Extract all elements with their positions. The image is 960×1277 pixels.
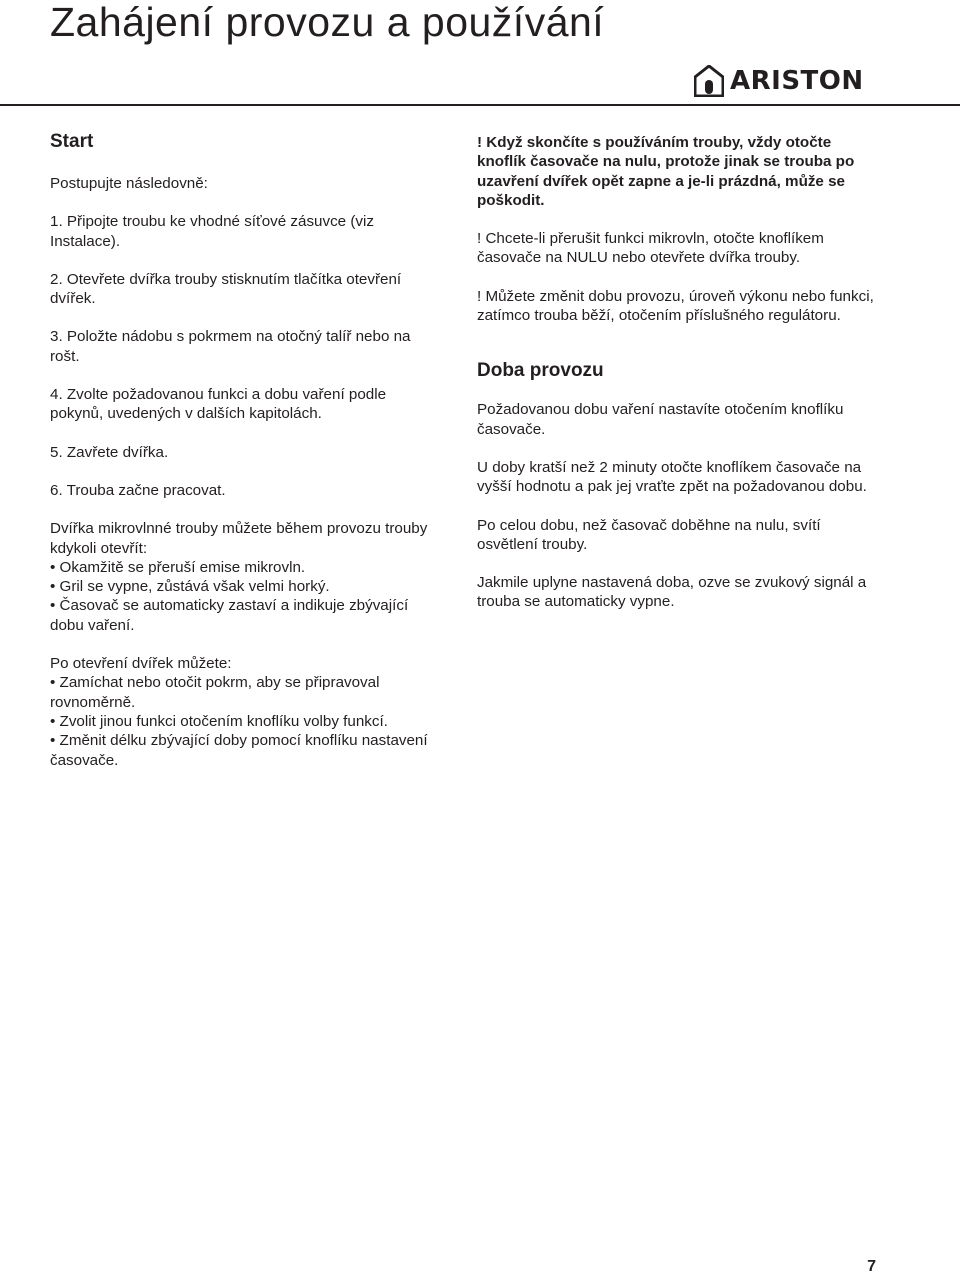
header-rule — [0, 104, 960, 106]
section-heading-doba-provozu: Doba provozu — [477, 360, 604, 382]
paragraph: U doby kratší než 2 minuty otočte knoflíkem časovače na vyšší hodnotu a pak jej vraťte zpět na požadovanou dobu. — [477, 458, 867, 496]
list-item: • Časovač se automaticky zastaví a indikuje zbývající dobu vaření. — [50, 597, 409, 634]
section-heading-start: Start — [50, 131, 94, 152]
list-item: • Okamžitě se přeruší emise mikrovln. — [50, 558, 306, 576]
intro-text: Postupujte následovně: — [50, 175, 208, 192]
note-text: ! Můžete změnit dobu provozu, úroveň výkonu nebo funkci, zatímco trouba běží, otočením příslušného regulátoru. — [477, 287, 874, 325]
page-number: 7 — [867, 1258, 876, 1275]
paragraph: Po celou dobu, než časovač doběhne na nulu, svítí osvětlení trouby. — [477, 516, 821, 553]
step-item: 2. Otevřete dvířka trouby stisknutím tlačítka otevření dvířek. — [50, 270, 402, 308]
step-item: 5. Zavřete dvířka. — [50, 443, 169, 461]
note-text: ! Chcete-li přerušit funkci mikrovln, otočte knoflíkem časovače na NULU nebo otevřete dvířka trouby. — [477, 230, 824, 267]
page-title: Zahájení provozu a používání — [50, 0, 605, 45]
list-item: • Změnit délku zbývající doby pomocí knoflíku nastavení časovače. — [50, 732, 428, 769]
step-item: 3. Položte nádobu s pokrmem na otočný talíř nebo na rošt. — [50, 328, 411, 365]
paragraph: Požadovanou dobu vaření nastavíte otočením knoflíku časovače. — [477, 401, 844, 438]
brand-name: ARISTON — [730, 66, 864, 96]
right-column — [477, 133, 877, 612]
step-item: 4. Zvolte požadovanou funkci a dobu vaření podle pokynů, uvedených v dalších kapitolách. — [50, 386, 387, 423]
brand-logo — [694, 64, 878, 98]
list-item: • Zamíchat nebo otočit pokrm, aby se připravoval rovnoměrně. — [50, 674, 380, 711]
list-item: • Gril se vypne, zůstává však velmi horký. — [50, 578, 330, 596]
paragraph: Jakmile uplyne nastavená doba, ozve se zvukový signál a trouba se automaticky vypne. — [477, 574, 867, 611]
list-item: • Zvolit jinou funkci otočením knoflíku volby funkcí. — [50, 712, 388, 730]
house-logo-icon — [694, 65, 724, 97]
door-intro: Dvířka mikrovlnné trouby můžete během provozu trouby kdykoli otevřít: — [50, 520, 428, 557]
left-column — [50, 130, 435, 770]
warning-text: ! Když skončíte s používáním trouby, vždy otočte knoflík časovače na nulu, protože jinak se trouba po uzavření dvířek opět zapne a je-li prázdná, může se poškodit. — [477, 134, 855, 209]
step-item: 1. Připojte troubu ke vhodné síťové zásuvce (viz Instalace). — [50, 213, 374, 250]
after-intro: Po otevření dvířek můžete: — [50, 655, 232, 673]
step-item: 6. Trouba začne pracovat. — [50, 481, 226, 499]
